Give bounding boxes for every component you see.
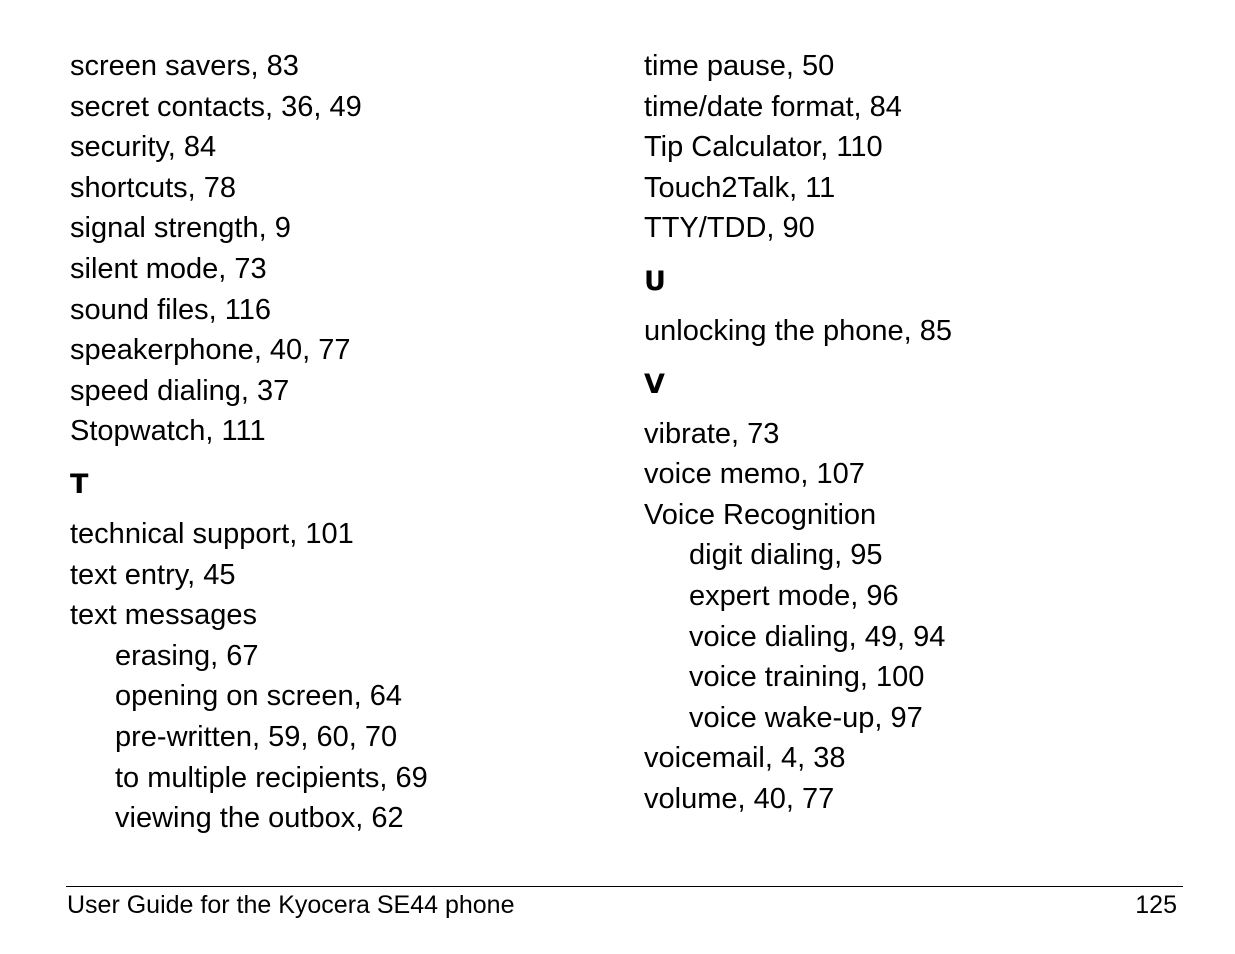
index-subentry: expert mode, 96 [689, 579, 899, 612]
index-column-right [644, 46, 1204, 820]
index-entry: speed dialing, 37 [70, 374, 290, 407]
index-entry: speakerphone, 40, 77 [70, 334, 351, 367]
index-entry: shortcuts, 78 [70, 171, 237, 204]
index-entry: Voice Recognition [644, 498, 877, 531]
index-subentry: viewing the outbox, 62 [115, 802, 404, 835]
index-entry: unlocking the phone, 85 [644, 314, 952, 347]
index-entry: text messages [70, 599, 257, 632]
index-subentry: opening on screen, 64 [115, 680, 402, 713]
index-entry: technical support, 101 [70, 517, 354, 550]
index-entry: security, 84 [70, 131, 217, 164]
section-letter-v: V [644, 368, 665, 400]
index-entry: Touch2Talk, 11 [644, 171, 836, 204]
index-subentry: pre-written, 59, 60, 70 [115, 720, 398, 753]
index-entry: time pause, 50 [644, 50, 835, 82]
index-entry: screen savers, 83 [70, 50, 299, 82]
index-subentry: voice wake-up, 97 [689, 701, 923, 734]
index-subentry: to multiple recipients, 69 [115, 761, 428, 794]
index-entry: vibrate, 73 [644, 417, 780, 450]
footer-title: User Guide for the Kyocera SE44 phone [67, 891, 515, 919]
index-subentry: voice dialing, 49, 94 [689, 620, 946, 653]
index-entry: Tip Calculator, 110 [644, 131, 883, 164]
index-column-left [70, 46, 610, 839]
index-entry: silent mode, 73 [70, 252, 267, 285]
index-subentry: digit dialing, 95 [689, 539, 883, 572]
index-entry: signal strength, 9 [70, 212, 291, 245]
index-subentry: erasing, 67 [115, 639, 259, 672]
index-entry: time/date format, 84 [644, 90, 902, 123]
index-entry: voice memo, 107 [644, 458, 865, 491]
index-subentry: voice training, 100 [689, 661, 925, 694]
index-entry: text entry, 45 [70, 558, 236, 591]
index-entry: secret contacts, 36, 49 [70, 90, 362, 123]
section-letter-u: U [644, 265, 666, 297]
index-entry: sound files, 116 [70, 293, 271, 326]
page-number: 125 [1135, 891, 1177, 919]
footer-rule [66, 886, 1183, 887]
index-entry: volume, 40, 77 [644, 782, 835, 815]
index-entry: voicemail, 4, 38 [644, 742, 846, 775]
index-entry: Stopwatch, 111 [70, 415, 266, 448]
section-letter-t: T [70, 468, 89, 500]
index-entry: TTY/TDD, 90 [644, 212, 815, 245]
